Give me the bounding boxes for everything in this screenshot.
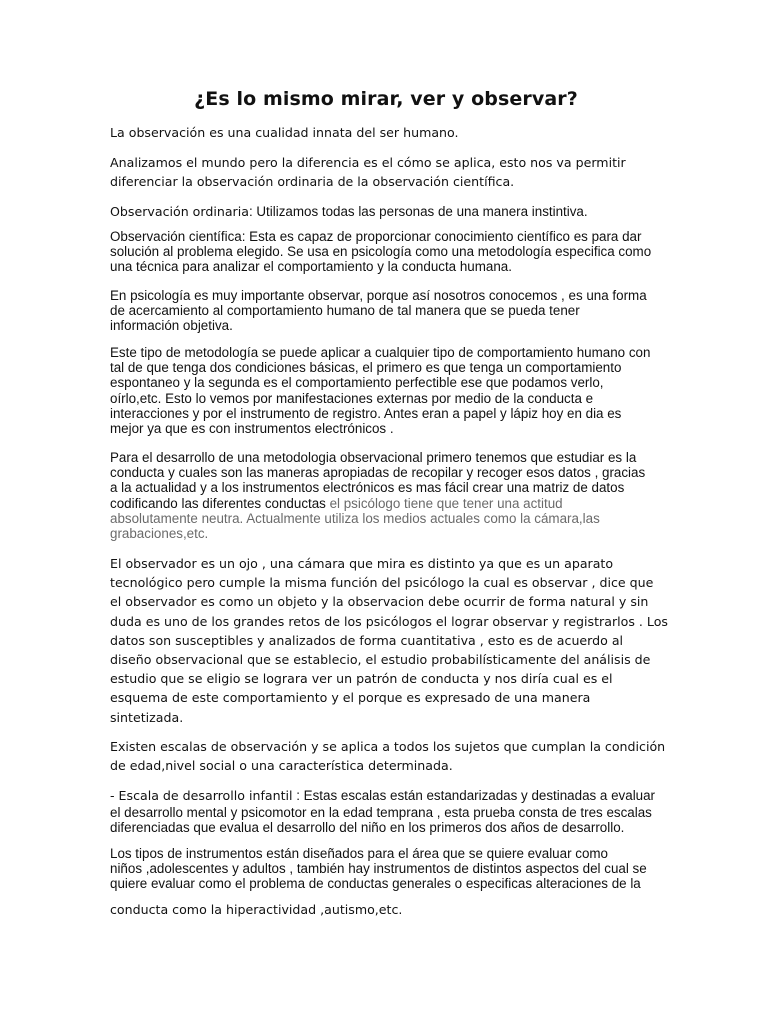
text-line: espontaneo y la segunda es el comportamiento perfectible ese que podamos verlo, [110,375,604,391]
text-line: de acercamiento al comportamiento humano de tal manera que se pueda tener [110,303,580,319]
text-segment-gray: el psicólogo tiene que tener una actitud [325,495,563,511]
paragraph-8 [110,554,668,727]
text-line: sintetizada. [110,709,184,725]
text-line: quiere evaluar como el problema de conductas generales o especificas alteraciones de la [110,876,641,892]
paragraph-4 [110,229,662,275]
text-line: diferenciadas que evalua el desarrollo del niño en los primeros dos años de desarrollo. [110,820,625,836]
paragraph-6 [110,345,662,436]
paragraph-11 [110,846,662,892]
text-line: esquema de este comportamiento y el porque es expresado de una manera [110,690,591,706]
text-line: mejor ya que es con instrumentos electrónicos . [110,421,394,437]
text-line: Este tipo de metodología se puede aplicar a cualquier tipo de comportamiento humano con [110,345,651,360]
text-line: conducta y cuales son las maneras apropiadas de recopilar y recoger esos datos , gracias [110,465,646,481]
text-line: tal de que tenga dos condiciones básicas, el primero es que tenga un comportamiento [110,360,622,376]
text-line: tecnológico pero cumple la misma función del psicólogo la cual es observar , dice que [110,575,654,591]
definition-text: : Utilizamos todas las personas de una manera instintiva. [248,204,588,219]
text-line: una técnica para analizar el comportamiento y la conducta humana. [110,259,512,275]
text-line: conducta como la hiperactividad ,autismo,etc. [110,902,403,917]
text-line: solución al problema elegido. Se usa en psicología como una metodología especifica como [110,244,652,260]
text-line: niños ,adolescentes y adultos , también hay instrumentos de distintos aspectos del cual se [110,861,647,877]
paragraph-1 [110,123,662,142]
text-line: Observación científica: Esta es capaz de proporcionar conocimiento científico es para dar [110,229,642,244]
document-title: ¿Es lo mismo mirar, ver y observar? [194,88,578,110]
text-line: el observador es como un objeto y la observacion debe ocurrir de forma natural y sin [110,594,649,610]
text-line: duda es uno de los grandes retos de los psicólogos el lograr observar y registrarlos . Los [110,613,668,629]
paragraph-2 [110,153,662,191]
text-line: La observación es una cualidad innata del ser humano. [110,125,459,140]
paragraph-5 [110,288,662,334]
paragraph-3 [110,202,662,221]
scale-name: - Escala de desarrollo infantil [110,788,293,803]
text-line: diferenciar la observación ordinaria de la observación científica. [110,174,515,190]
text-segment-dark: codificando las diferentes conductas [110,495,326,511]
text-line: interacciones y por el instrumento de registro. Antes eran a papel y lápiz hoy en dia es [110,405,622,421]
text-line: El observador es un ojo , una cámara que mira es distinto ya que es un aparato [110,556,614,571]
text-line: oírlo,etc. Esto lo vemos por manifestaciones externas por medio de la conducta e [110,390,594,406]
text-line-gray: absolutamente neutra. Actualmente utiliza los medios actuales como la cámara,las [110,510,600,526]
text-line: Existen escalas de observación y se aplica a todos los sujetos que cumplan la condición [110,739,666,754]
text-line: información objetiva. [110,318,233,334]
text-line-gray: grabaciones,etc. [110,526,209,542]
text-line: En psicología es muy importante observar, porque así nosotros conocemos , es una forma [110,288,647,303]
text-line: estudio que se eligio se lograra ver un patrón de conducta y nos diría cual es el [110,671,613,687]
text-line: Los tipos de instrumentos están diseñados para el área que se quiere evaluar como [110,846,608,861]
text-line: a la actualidad y a los instrumentos electrónicos es mas fácil crear una matriz de datos [110,480,625,496]
text-line: Analizamos el mundo pero la diferencia es el cómo se aplica, esto nos va permitir [110,155,626,170]
text-segment: : Estas escalas están estandarizadas y destinadas a evaluar [292,788,656,803]
term-ordinaria: Observación ordinaria [110,204,249,219]
text-line: diseño observacional que se establecio, el estudio probabilísticamente del análisis de [110,652,651,668]
paragraph-11-last-line [110,900,662,919]
paragraph-10 [110,786,662,836]
text-line: el desarrollo mental y psicomotor en la edad temprana , esta prueba consta de tres escalas [110,805,652,821]
paragraph-7 [110,450,662,541]
text-line: datos son susceptibles y analizados de forma cuantitativa , esto es de acuerdo al [110,632,624,648]
text-line: Para el desarrollo de una metodologia observacional primero tenemos que estudiar es la [110,450,637,465]
text-line: de edad,nivel social o una característica determinada. [110,758,453,774]
paragraph-9 [110,737,666,775]
